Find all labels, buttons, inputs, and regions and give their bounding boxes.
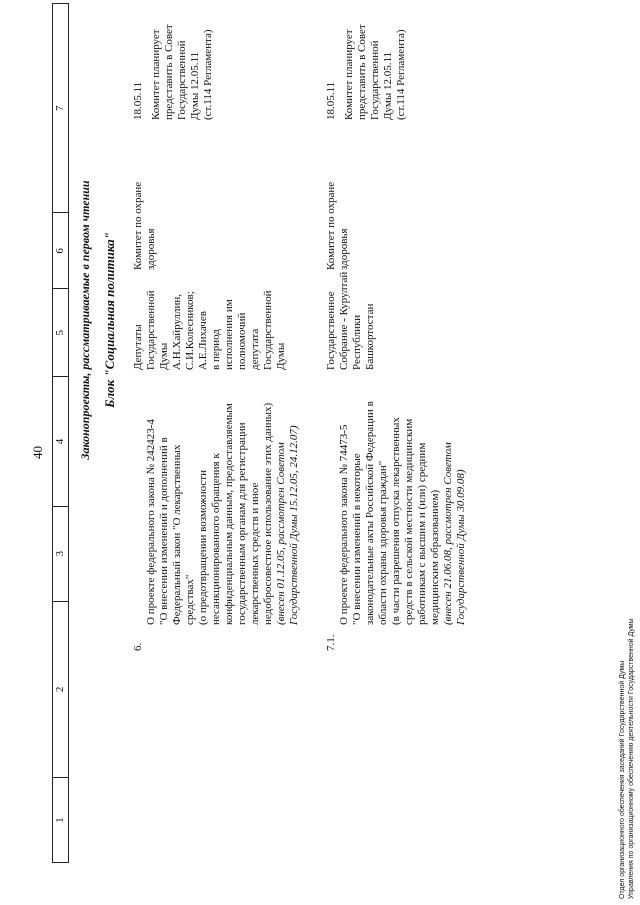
row-number: 6. [132, 642, 144, 651]
block-title: Блок "Социальная политика" [102, 232, 117, 408]
row-note: Комитет планирует представить в Совет Государственной Думы 12.05.11 (ст.114 Регламента) [343, 24, 407, 120]
column-header-6: 6 [53, 213, 68, 289]
row-author: Государственное Собрание - Курултай Республики Башкортостан [325, 271, 376, 370]
column-header-3: 3 [53, 506, 68, 601]
page-number: 40 [30, 446, 45, 459]
column-header-4: 4 [53, 376, 68, 506]
section-title: Законопроекты, рассматриваемые в первом чтении [78, 180, 92, 460]
bill-introduced: (внесен 01.12.05, рассмотрен Советом Государственной Думы 15.12.05, 24.12.07) [275, 425, 300, 625]
row-author: Депутаты Государственной Думы А.Н.Хайруллин, С.И.Колесников; А.Е.Лихачев в период исполнения им полномочий депутата Государственной Думы [132, 290, 287, 370]
row-description [132, 380, 301, 625]
row-note: Комитет планирует представить в Совет Государственной Думы 12.05.11 (ст.114 Регламента) [150, 24, 214, 120]
column-header-row [52, 3, 69, 863]
column-header-1: 1 [53, 777, 68, 862]
row-date: 18.05.11 [325, 81, 337, 120]
column-header-5: 5 [53, 288, 68, 376]
page-footer [618, 618, 636, 899]
bill-introduced: (внесен 21.06.08, рассмотрен Советом Государственной Думы 30.09.08) [442, 442, 467, 625]
bill-description: О проекте федерального закона № 242423-4 "О внесении изменений и дополнений в Федеральный закон "О лекарственных средствах" (о предотвращении возможности несанкционированного обращения к конфиденциальным данным, предоставляемым государственным органам для регистрации лекарственных средств и иное недобросовестное использование этих данных) [145, 402, 274, 625]
row-number: 7.1. [325, 634, 337, 651]
footer-line-1: Отдел организационного обеспечения заседаний Государственной Думы [619, 660, 626, 899]
column-header-2: 2 [53, 601, 68, 778]
bill-description: О проекте федерального закона № 74473-5 "О внесении изменений в некоторые законодательные акты Российской Федерации в области охраны здоровья граждан" (в части разрешения отпуска лекарственных средств в сельской местности медицинским работникам с высшим и (или) средним медицинским образованием) [338, 401, 441, 625]
row-date: 18.05.11 [132, 81, 144, 120]
footer-line-2: Управления по организационному обеспечению деятельности Государственной Думы [628, 618, 635, 899]
row-committee: Комитет по охране здоровья [132, 181, 157, 270]
row-description [325, 380, 468, 625]
row-committee: Комитет по охране здоровья [325, 181, 350, 270]
column-header-7: 7 [54, 105, 66, 111]
